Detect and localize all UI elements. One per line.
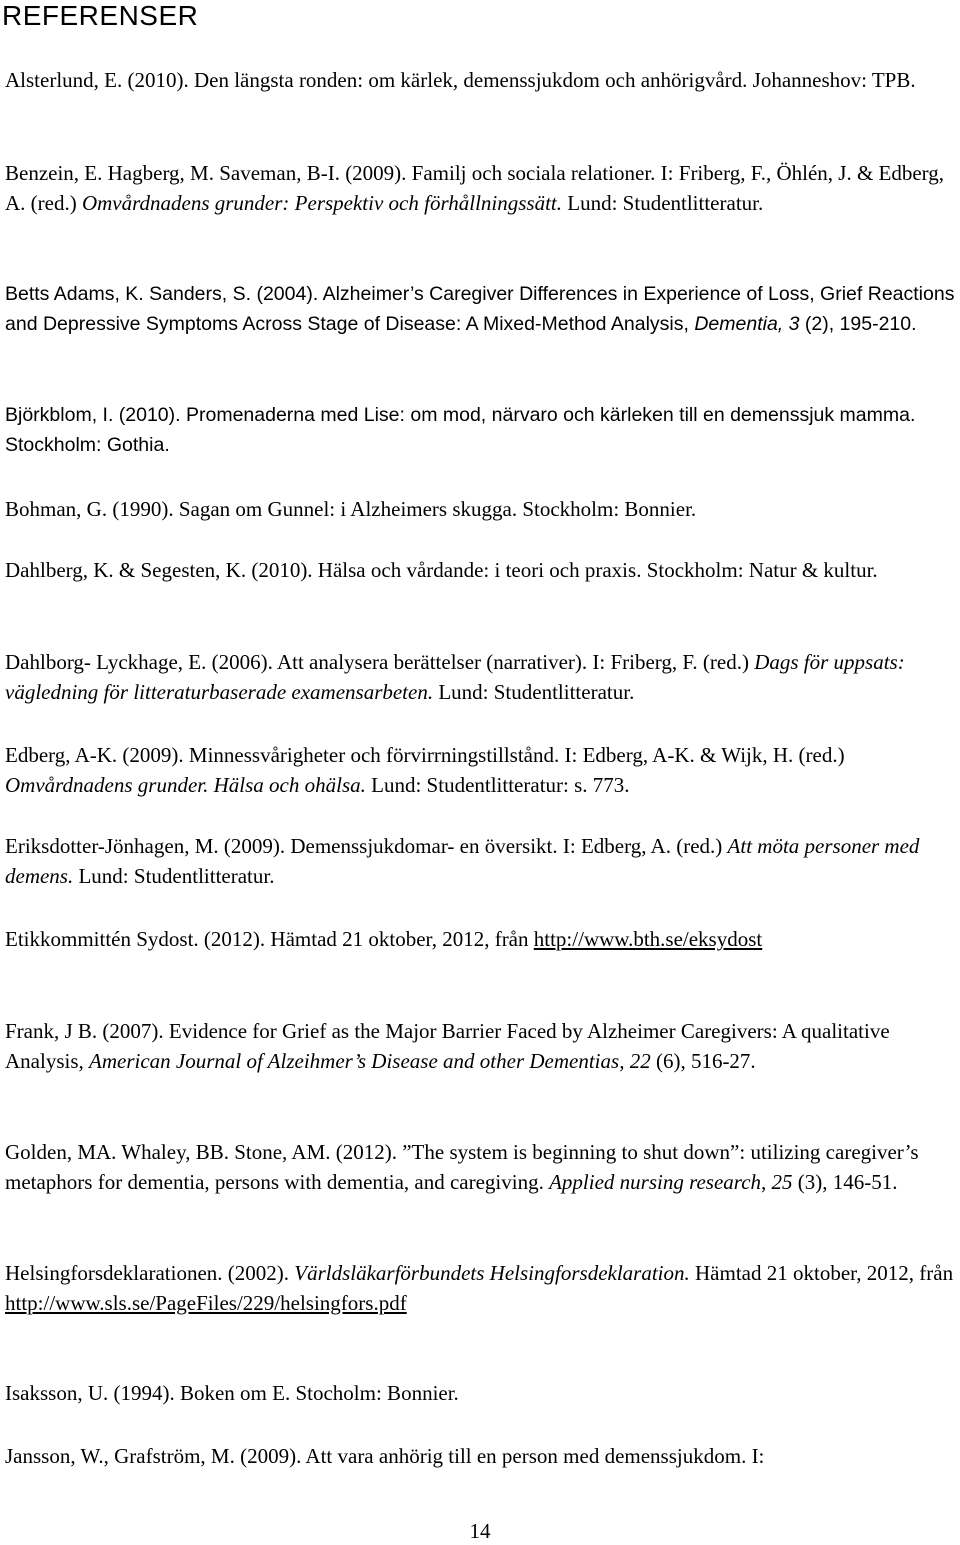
reference-text: Lund: Studentlitteratur. [73,863,275,888]
reference-entry [5,648,955,707]
reference-entry [5,280,955,339]
reference-entry [5,1017,955,1076]
reference-entry [5,1442,955,1472]
reference-title-italic: Applied nursing research, 25 [549,1169,793,1194]
reference-text: Dahlberg, K. & Segesten, K. (2010). Hälsa och vårdande: i teori och praxis. Stockholm: Natur & kultur. [5,558,878,582]
reference-entry [5,556,955,586]
reference-link[interactable]: http://www.sls.se/PageFiles/229/helsingfors.pdf [5,1290,407,1315]
reference-entry [5,1259,955,1318]
reference-entry [5,1379,955,1409]
reference-text: Lund: Studentlitteratur. [433,679,635,704]
reference-text: Jansson, W., Grafström, M. (2009). Att vara anhörig till en person med demenssjukdom. I: [5,1444,765,1468]
reference-text: Dahlborg- Lyckhage, E. (2006). Att analysera berättelser (narrativer). I: Friberg, F. (red.) [5,650,755,674]
reference-text: Isaksson, U. (1994). Boken om E. Stocholm: Bonnier. [5,1381,459,1405]
reference-text: Benzein, E. Hagberg, M. Saveman, B-I. (2009). Familj och sociala relationer. I: Friberg, F., Öhlén, J. & Edberg, A. (red.) [5,161,945,215]
reference-text: Hämtad 21 oktober, 2012, från [689,1261,954,1285]
reference-entry [5,832,955,891]
reference-entry [5,495,955,525]
reference-title-italic: Världsläkarförbundets Helsingforsdeklaration. [294,1261,690,1285]
reference-text: (3), 146-51. [792,1169,898,1194]
reference-text: (2), 195-210. [799,312,917,335]
reference-title-italic: Dags för uppsats: vägledning för litteraturbaserade examensarbeten. [5,650,905,704]
reference-text: Lund: Studentlitteratur. [562,190,764,215]
reference-entry [5,401,955,460]
reference-text: Lund: Studentlitteratur: s. 773. [365,772,630,797]
reference-text: Helsingforsdeklarationen. (2002). [5,1261,295,1285]
reference-entry [5,1138,955,1197]
reference-entry [5,741,955,800]
page-number: 14 [469,1519,491,1543]
reference-title-italic: American Journal of Alzeihmer’s Disease and other Dementias, 22 [89,1048,651,1073]
reference-title-italic: Omvårdnadens grunder. Hälsa och ohälsa. [5,772,366,797]
reference-text: Etikkommittén Sydost. (2012). Hämtad 21 oktober, 2012, från [5,927,534,951]
reference-text: Edberg, A-K. (2009). Minnessvårigheter och förvirrningstillstånd. I: Edberg, A-K. & Wijk, H. (red.) [5,743,845,767]
reference-text: (6), 516-27. [650,1048,756,1073]
reference-title-italic: Omvårdnadens grunder: Perspektiv och förhållningssätt. [81,190,563,215]
reference-link[interactable]: http://www.bth.se/eksydost [533,927,763,951]
reference-text: Björkblom, I. (2010). Promenaderna med Lise: om mod, närvaro och kärleken till en demenssjuk mamma. Stockholm: Gothia. [5,404,916,456]
reference-text: Frank, J B. (2007). Evidence for Grief as the Major Barrier Faced by Alzheimer Caregivers: A qualitative Analysis, [5,1019,890,1073]
reference-text: Betts Adams, K. Sanders, S. (2004). Alzheimer’s Caregiver Differences in Experience of Loss, Grief Reactions and Depressive Symptoms Across Stage of Disease: A Mixed-Method Analysis, [5,283,955,335]
reference-title-italic: Att möta personer med demens. [5,834,920,888]
reference-text: Eriksdotter-Jönhagen, M. (2009). Demenssjukdomar- en översikt. I: Edberg, A. (red.) [5,834,728,858]
reference-text: Golden, MA. Whaley, BB. Stone, AM. (2012). ”The system is beginning to shut down”: utilizing caregiver’s metaphors for dementia, persons with dementia, and caregiving. [5,1140,919,1194]
reference-title-italic: Dementia, 3 [694,312,800,335]
reference-text: Alsterlund, E. (2010). Den längsta ronden: om kärlek, demenssjukdom och anhörigvård. Johanneshov: TPB. [5,68,916,92]
reference-text: Bohman, G. (1990). Sagan om Gunnel: i Alzheimers skugga. Stockholm: Bonnier. [5,497,697,521]
reference-entry [5,66,955,96]
reference-entry [5,159,955,218]
references-heading: REFERENSER [2,0,199,31]
reference-entry [5,925,955,955]
